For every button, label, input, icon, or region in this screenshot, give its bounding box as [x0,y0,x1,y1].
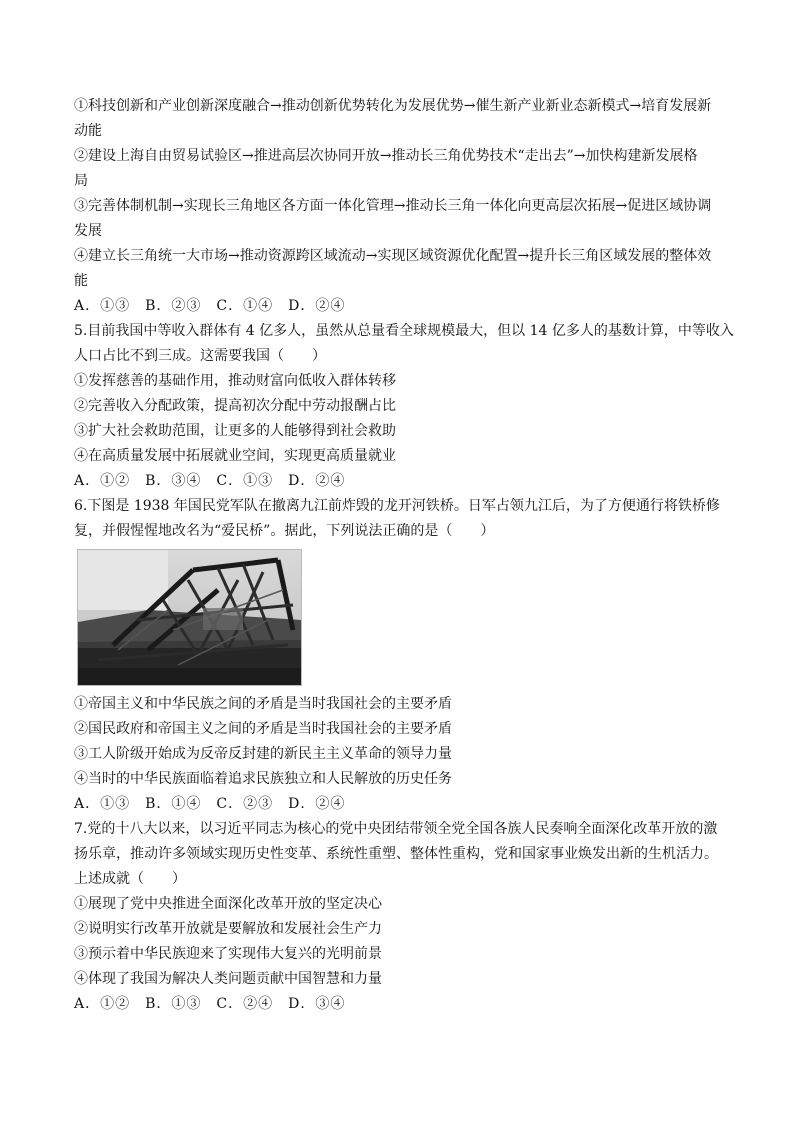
q6-option-1: ①帝国主义和中华民族之间的矛盾是当时我国社会的主要矛盾 [74,696,452,712]
q7-option-3: ③预示着中华民族迎来了实现伟大复兴的光明前景 [74,946,382,962]
destroyed-bridge-photo [77,549,302,686]
q4-option-4 [74,244,724,294]
q4-option-3-line-1: ③完善体制机制→实现长三角地区各方面一体化管理→推动长三角一体化向更高层次拓展→促进区域协调 [74,198,712,214]
q4-option-2-line-1: ②建设上海自由贸易试验区→推进高层次协同开放→推动长三角优势技术“走出去”→加快构建新发展格 [74,148,698,164]
q6-stem-line-2: 复，并假惺惺地改名为“爱民桥”。据此，下列说法正确的是（ ） [74,523,495,539]
q4-option-3-line-2: 发展 [74,223,102,239]
q6-option-2: ②国民政府和帝国主义之间的矛盾是当时我国社会的主要矛盾 [74,721,452,737]
q5-option-1: ①发挥慈善的基础作用，推动财富向低收入群体转移 [74,373,396,389]
q7-stem-line-1: 7.党的十八大以来，以习近平同志为核心的党中央团结带领全党全国各族人民奏响全面深化改革开放的激 [74,821,718,837]
q6-option-3: ③工人阶级开始成为反帝反封建的新民主主义革命的领导力量 [74,746,452,762]
q4-option-4-line-2: 能 [74,273,88,289]
q5-answer-choices: A．①② B．③④ C．①③ D．②④ [74,473,346,489]
q5-option-2: ②完善收入分配政策，提高初次分配中劳动报酬占比 [74,398,396,414]
q7-option-4: ④体现了我国为解决人类问题贡献中国智慧和力量 [74,971,382,987]
q4-option-1-line-1: ①科技创新和产业创新深度融合→推动创新优势转化为发展优势→催生新产业新业态新模式→培育发展新 [74,98,712,114]
q4-option-2-line-2: 局 [74,173,88,189]
q7-option-2: ②说明实行改革开放就是要解放和发展社会生产力 [74,921,382,937]
q7-option-1: ①展现了党中央推进全面深化改革开放的坚定决心 [74,896,382,912]
q4-option-3 [74,194,724,244]
q6-option-4: ④当时的中华民族面临着追求民族独立和人民解放的历史任务 [74,771,452,787]
q6-answer-choices: A．①③ B．①④ C．②③ D．②④ [74,796,346,812]
bridge-photo-illustration [78,550,301,685]
q5-option-3: ③扩大社会救助范围，让更多的人能够得到社会救助 [74,423,396,439]
q7-stem-line-3: 上述成就（ ） [74,871,186,887]
q4-option-4-line-1: ④建立长三角统一大市场→推动资源跨区域流动→实现区域资源优化配置→提升长三角区域发展的整体效 [74,248,712,264]
q4-option-1 [74,94,724,144]
q4-option-1-line-2: 动能 [74,123,102,139]
q6-stem-line-1: 6.下图是 1938 年国民党军队在撤离九江前炸毁的龙开河铁桥。日军占领九江后，为了方便通行将铁桥修 [74,498,720,514]
q4-answer-choices: A．①③ B．②③ C．①④ D．②④ [74,298,346,314]
q7-answer-choices: A．①② B．①③ C．②④ D．③④ [74,996,346,1012]
q7-stem-line-2: 扬乐章，推动许多领域实现历史性变革、系统性重塑、整体性重构，党和国家事业焕发出新的生机活力。 [74,846,718,862]
q4-option-2 [74,144,724,194]
page-content [74,94,734,1017]
q5-stem-line-1: 5.目前我国中等收入群体有 4 亿多人，虽然从总量看全球规模最大，但以 14 亿多人的基数计算，中等收入 [74,323,734,339]
q5-option-4: ④在高质量发展中拓展就业空间，实现更高质量就业 [74,448,396,464]
question-5 [74,319,734,494]
q5-stem-line-2: 人口占比不到三成。这需要我国（ ） [74,348,326,364]
question-6 [74,494,724,817]
question-7 [74,817,724,1017]
